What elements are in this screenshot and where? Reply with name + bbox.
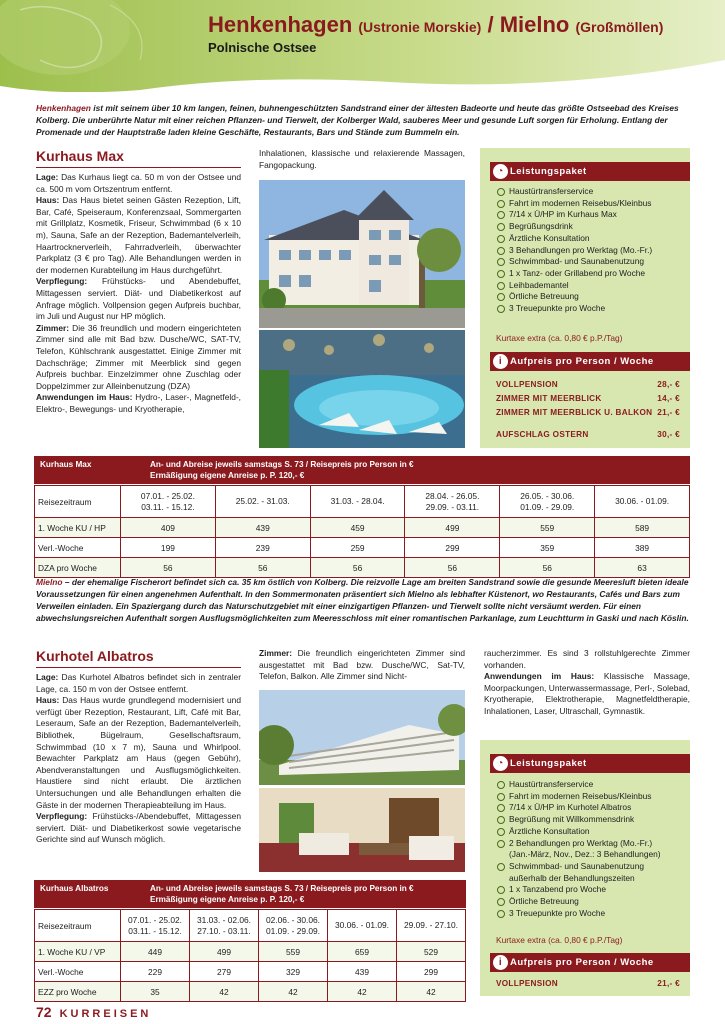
label-verpflegung: Verpflegung: <box>36 276 88 287</box>
aufpreis-label: VOLLPENSION <box>496 380 558 389</box>
title-rule <box>36 167 241 168</box>
aufpreis-label: ZIMMER MIT MEERBLICK <box>496 394 602 403</box>
table-cell: DZA pro Woche <box>35 558 121 578</box>
table-row <box>35 486 690 518</box>
page-number: 72 <box>36 1004 52 1020</box>
aufpreis-row <box>496 430 680 439</box>
table-cell: 529 <box>397 942 466 962</box>
table-cell: 42 <box>259 982 328 1002</box>
table-cell: 30.06. - 01.09. <box>328 910 397 942</box>
aufpreis-label: AUFSCHLAG OSTERN <box>496 430 589 439</box>
table-row <box>35 962 466 982</box>
info-icon: i <box>493 955 508 970</box>
table-cell: 499 <box>190 942 259 962</box>
list-item: Örtliche Betreuung <box>496 291 686 303</box>
table-cell: 29.09. - 27.10. <box>397 910 466 942</box>
table-header-text2: Ermäßigung eigene Anreise p. P. 120,- € <box>150 471 305 480</box>
table-row <box>35 558 690 578</box>
table-cell: 1. Woche KU / HP <box>35 518 121 538</box>
text-verpflegung: Frühstücks-/Abendebuffet, Mittagessen serviert. Diät- und Diabetikerkost sowie vegetarische Gerichte sind auf Wunsch möglich. <box>36 811 241 845</box>
list-item: 3 Treuepunkte pro Woche <box>496 908 686 920</box>
label-zimmer: Zimmer: <box>36 322 70 333</box>
table-cell: 25.02. - 31.03. <box>215 486 310 518</box>
aufpreis-header-albatros <box>490 953 690 972</box>
intro-lead: Henkenhagen <box>36 103 91 113</box>
photo-albatros-room <box>259 788 465 872</box>
leistungspaket-header-max <box>490 162 690 181</box>
table-cell: 499 <box>405 518 500 538</box>
list-item: Haustürtransferservice <box>496 186 686 198</box>
table-row <box>35 910 466 942</box>
table-cell: Reisezeitraum <box>35 910 121 942</box>
aufpreis-title: Aufpreis pro Person / Woche <box>510 957 654 968</box>
leistungspaket-title: Leistungspaket <box>510 166 587 177</box>
table-cell: 42 <box>190 982 259 1002</box>
label-anwendungen: Anwendungen im Haus: <box>484 671 595 682</box>
intro-mielno <box>36 576 690 624</box>
table-cell: 199 <box>121 538 216 558</box>
label-lage: Lage: <box>36 172 59 182</box>
label-zimmer: Zimmer: <box>259 648 293 658</box>
list-item: Schwimmbad- und Saunabenutzung <box>496 256 686 268</box>
text-verpflegung: Frühstücks- und Abendebuffet, Mittagessen serviert. Diät- und Diabetikerkost auf Anfrage möglich. Vollpension gegen Aufpreis buchbar, im Juli und August nur HP möglich. <box>36 276 241 322</box>
text-zimmer: Die 36 freundlich und modern eingerichteten Zimmer sind alle mit Bad bzw. Dusche/WC, SAT-TV, Telefon, Kühlschrank ausgestattet. Einige Zimmer mit Dachschräge; Zimmer mit Meerblick sind gegen Aufpreis buchbar. Einzelzimmer ohne Zuschlag oder Doppelzimmer zur Alleinbenutzung (DZA) <box>36 322 241 391</box>
intro-text: ist mit seinem über 10 km langen, feinen, buhnengeschützten Sandstrand einer der ältesten Badeorte und heute das größte Ostseebad des Kreises Kolberg. Die unberührte Natur mit einer reichen Pflanzen- und Tierwelt, der Kolberger Wald, sauberes Meer und gesunde Luft sorgen für Erholung. Entlang der Promenade und der Hauptstraße laden kleine Geschäfte, Restaurants, Bars und Stände zum Bummeln ein. <box>36 103 679 137</box>
page-footer <box>36 1004 151 1020</box>
list-item: 7/14 x Ü/HP im Kurhaus Max <box>496 209 686 221</box>
table-cell: 02.06. - 30.06. 01.09. - 29.09. <box>259 910 328 942</box>
table-cell: 56 <box>500 558 595 578</box>
table-row <box>35 982 466 1002</box>
label-verpflegung: Verpflegung: <box>36 811 88 822</box>
leistungen-list-max <box>496 186 686 315</box>
table-cell: 239 <box>215 538 310 558</box>
list-item: 2 Behandlungen pro Werktag (Mo.-Fr.) (Jan.-März, Nov., Dez.: 3 Behandlungen) <box>496 838 686 861</box>
text-zimmer-cont: raucherzimmer. Es sind 3 rollstuhlgerechte Zimmer vorhanden. <box>484 648 690 670</box>
table-cell: 439 <box>328 962 397 982</box>
footer-section: KURREISEN <box>59 1008 152 1020</box>
table-cell: 299 <box>397 962 466 982</box>
table-cell: Reisezeitraum <box>35 486 121 518</box>
table-cell: 559 <box>259 942 328 962</box>
aufpreis-header-max <box>490 352 690 371</box>
table-cell: 439 <box>215 518 310 538</box>
table-row <box>35 518 690 538</box>
table-cell: 28.04. - 26.05. 29.09. - 03.11. <box>405 486 500 518</box>
label-anwendungen: Anwendungen im Haus: <box>36 392 133 403</box>
hotel-title-albatros: Kurhotel Albatros <box>36 648 154 664</box>
leistungen-list-albatros <box>496 779 686 919</box>
table-cell: 56 <box>310 558 405 578</box>
page-title <box>208 12 663 38</box>
label-lage: Lage: <box>36 672 59 682</box>
aufpreis-title: Aufpreis pro Person / Woche <box>510 356 654 367</box>
list-item: Ärztliche Konsultation <box>496 233 686 245</box>
hotel2-col3 <box>484 648 690 718</box>
photo-kurhaus-max-building <box>259 180 465 328</box>
table-cell: 56 <box>215 558 310 578</box>
price-table-albatros <box>34 909 466 1002</box>
list-item: Leihbademantel <box>496 280 686 292</box>
aufpreis-value: 21,- € <box>657 408 680 417</box>
text-anwendungen: Klassische Massage, Moorpackungen, Unterwassermassage, Perl-, Solebad, Kryotherapie, Elektrotherapie, Magnetfeldtherapie, Inhalationen, Laser, Ultraschall, Gymnastik. <box>484 671 691 716</box>
list-item: 1 x Tanzabend pro Woche <box>496 884 686 896</box>
text-haus: Das Haus wurde grundlegend modernisiert und verfügt über Rezeption, Restaurant, Lift, Café mit Bar, Leseraum, Safe an der Rezeption, Bademantelverleih, Bibliothek, Bügelraum, Gesellschaftsraum, Schwimmbad (10 x 7 m), Sauna und Whirlpool. Bewachter Parkplatz am Haus (gegen Gebühr), Abendveranstaltungen und Ausflugsmöglichkeiten. Haustiere sind nicht erlaubt. Die ärztlichen Untersuchungen und alle Behandlungen erhalten die Gäste in der modernen Therapieabteilung im Haus. <box>36 695 241 810</box>
clock-icon: ◔ <box>493 164 508 179</box>
label-haus: Haus: <box>36 195 60 206</box>
aufpreis-value: 14,- € <box>657 394 680 403</box>
leistungspaket-title: Leistungspaket <box>510 758 587 769</box>
table-cell: 56 <box>405 558 500 578</box>
table-cell: Verl.-Woche <box>35 538 121 558</box>
list-item: Begrüßung mit Willkommensdrink <box>496 814 686 826</box>
intro2-text: – der ehemalige Fischerort befindet sich ca. 35 km östlich von Kolberg. Die reizvolle Lage am breiten Sandstrand sowie die gesunde Meeresluft bieten ideale Voraussetzungen für einen angenehmen Aufenthalt. In den Sommermonaten präsentiert sich Mielno als lebhafter Küstenort, wo Restaurants, Cafés und Bars zum Verweilen einladen. Ein Spaziergang durch das Naturschutzgebiet mit einer einzigartigen Pflanzen- und Tierwelt sollte nicht versäumt werden. Für einen abwechslungsreichen Aufenthalt sorgen Ausflugsmöglichkeiten zum Meeresschloss mit einer romantischen Parkanlage, zum Leuchtturm in Gaski und nach Köslin. <box>36 577 689 623</box>
table-cell: 279 <box>190 962 259 982</box>
page-header <box>0 0 725 92</box>
table-hotel-name: Kurhaus Max <box>40 460 92 469</box>
hotel1-description <box>36 172 241 415</box>
table-cell: 659 <box>328 942 397 962</box>
aufpreis-row <box>496 394 680 403</box>
table-cell: 329 <box>259 962 328 982</box>
table-cell: 26.05. - 30.06. 01.09. - 29.09. <box>500 486 595 518</box>
table-header-text: An- und Abreise jeweils samstags S. 73 / Reisepreis pro Person in € <box>150 884 414 893</box>
table-cell: 31.03. - 28.04. <box>310 486 405 518</box>
table-cell: Verl.-Woche <box>35 962 121 982</box>
table-cell: 389 <box>595 538 690 558</box>
table-cell: 229 <box>121 962 190 982</box>
list-item: Örtliche Betreuung <box>496 896 686 908</box>
table-cell: 359 <box>500 538 595 558</box>
table-cell: 56 <box>121 558 216 578</box>
text-anwendungen: Hydro-, Laser-, Magnetfeld-, Elektro-, Bewegungs- und Kryotherapie, <box>36 392 241 414</box>
aufpreis-row <box>496 408 680 417</box>
photo-albatros-building <box>259 690 465 785</box>
table-row <box>35 942 466 962</box>
list-item: 3 Treuepunkte pro Woche <box>496 303 686 315</box>
price-table-header-albatros <box>34 880 466 908</box>
list-item: 3 Behandlungen pro Werktag (Mo.-Fr.) <box>496 245 686 257</box>
aufpreis-label: ZIMMER MIT MEERBLICK U. BALKON <box>496 408 653 417</box>
table-cell: 07.01. - 25.02. 03.11. - 15.12. <box>121 910 190 942</box>
table-cell: 259 <box>310 538 405 558</box>
aufpreis-label: VOLLPENSION <box>496 979 558 988</box>
list-item: Begrüßungsdrink <box>496 221 686 233</box>
price-table-header-max <box>34 456 690 484</box>
table-hotel-name: Kurhaus Albatros <box>40 884 109 893</box>
aufpreis-row <box>496 979 680 988</box>
hotel-title-max: Kurhaus Max <box>36 148 124 164</box>
hotel2-description <box>36 672 241 846</box>
hotel1-col2: Inhalationen, klassische und relaxierende Massagen, Fangopackung. <box>259 148 465 170</box>
table-cell: 459 <box>310 518 405 538</box>
list-item: 1 x Tanz- oder Grillabend pro Woche <box>496 268 686 280</box>
table-cell: 409 <box>121 518 216 538</box>
title-paren1: (Ustronie Morskie) <box>358 19 482 35</box>
table-cell: 559 <box>500 518 595 538</box>
table-cell: 449 <box>121 942 190 962</box>
table-cell: 07.01. - 25.02. 03.11. - 15.12. <box>121 486 216 518</box>
aufpreis-value: 21,- € <box>657 979 680 988</box>
table-cell: 589 <box>595 518 690 538</box>
text-haus: Das Haus bietet seinen Gästen Rezeption, Lift, Bar, Café, Speiseraum, Konferenzsaal, Sommergarten mit Grillplatz, Kosmetik, Friseur, Schwimmbad (6 x 10 m), Sauna, Safe an der Rezeption, Bademantelverleih, Haartrocknerverleih, Fahrradverleih, überwachter Parkplatz (3 € pro Tag). Alle Behandlungen werden in der modernen Kurabteilung im Haus durchgeführt. <box>36 195 241 275</box>
list-item: Ärztliche Konsultation <box>496 826 686 838</box>
info-icon: i <box>493 354 508 369</box>
table-cell: 42 <box>328 982 397 1002</box>
kurtaxe-note-albatros: Kurtaxe extra (ca. 0,80 € p.P./Tag) <box>496 935 623 945</box>
title-paren2: (Großmöllen) <box>575 19 664 35</box>
title-separator: / <box>487 12 494 37</box>
title-place1: Henkenhagen <box>208 12 353 37</box>
list-item: Schwimmbad- und Saunabenutzung außerhalb der Behandlungszeiten <box>496 861 686 884</box>
title-rule <box>36 667 241 668</box>
list-item: Fahrt im modernen Reisebus/Kleinbus <box>496 198 686 210</box>
text-lage: Das Kurhaus liegt ca. 50 m von der Ostsee und ca. 500 m vom Ortszentrum entfernt. <box>36 172 241 194</box>
list-item: 7/14 x Ü/HP im Kurhotel Albatros <box>496 802 686 814</box>
list-item: Haustürtransferservice <box>496 779 686 791</box>
text-lage: Das Kurhotel Albatros befindet sich in zentraler Lage, ca. 150 m von der Ostsee entfernt. <box>36 672 241 694</box>
table-cell: 30.06. - 01.09. <box>595 486 690 518</box>
clock-icon: ◔ <box>493 756 508 771</box>
hotel2-col2 <box>259 648 465 683</box>
page-subtitle: Polnische Ostsee <box>208 40 317 55</box>
table-cell: 31.03. - 02.06. 27.10. - 03.11. <box>190 910 259 942</box>
table-cell: EZZ pro Woche <box>35 982 121 1002</box>
aufpreis-row <box>496 380 680 389</box>
price-table-max <box>34 485 690 578</box>
title-place2: Mielno <box>499 12 570 37</box>
table-cell: 299 <box>405 538 500 558</box>
intro-henkenhagen <box>36 102 690 138</box>
table-header-text: An- und Abreise jeweils samstags S. 73 / Reisepreis pro Person in € <box>150 460 414 469</box>
table-row <box>35 538 690 558</box>
photo-kurhaus-max-pool <box>259 330 465 448</box>
table-cell: 35 <box>121 982 190 1002</box>
aufpreis-value: 30,- € <box>657 430 680 439</box>
kurtaxe-note-max: Kurtaxe extra (ca. 0,80 € p.P./Tag) <box>496 333 623 343</box>
table-cell: 1. Woche KU / VP <box>35 942 121 962</box>
table-cell: 42 <box>397 982 466 1002</box>
table-cell: 63 <box>595 558 690 578</box>
label-haus: Haus: <box>36 695 60 706</box>
aufpreis-value: 28,- € <box>657 380 680 389</box>
leistungspaket-header-albatros <box>490 754 690 773</box>
table-header-text2: Ermäßigung eigene Anreise p. P. 120,- € <box>150 895 305 904</box>
list-item: Fahrt im modernen Reisebus/Kleinbus <box>496 791 686 803</box>
text-zimmer: Die freundlich eingerichteten Zimmer sind ausgestattet mit Bad bzw. Dusche/WC, Sat-TV, Telefon, Balkon. Alle Zimmer sind Nicht- <box>259 648 465 682</box>
intro2-lead: Mielno <box>36 577 63 587</box>
